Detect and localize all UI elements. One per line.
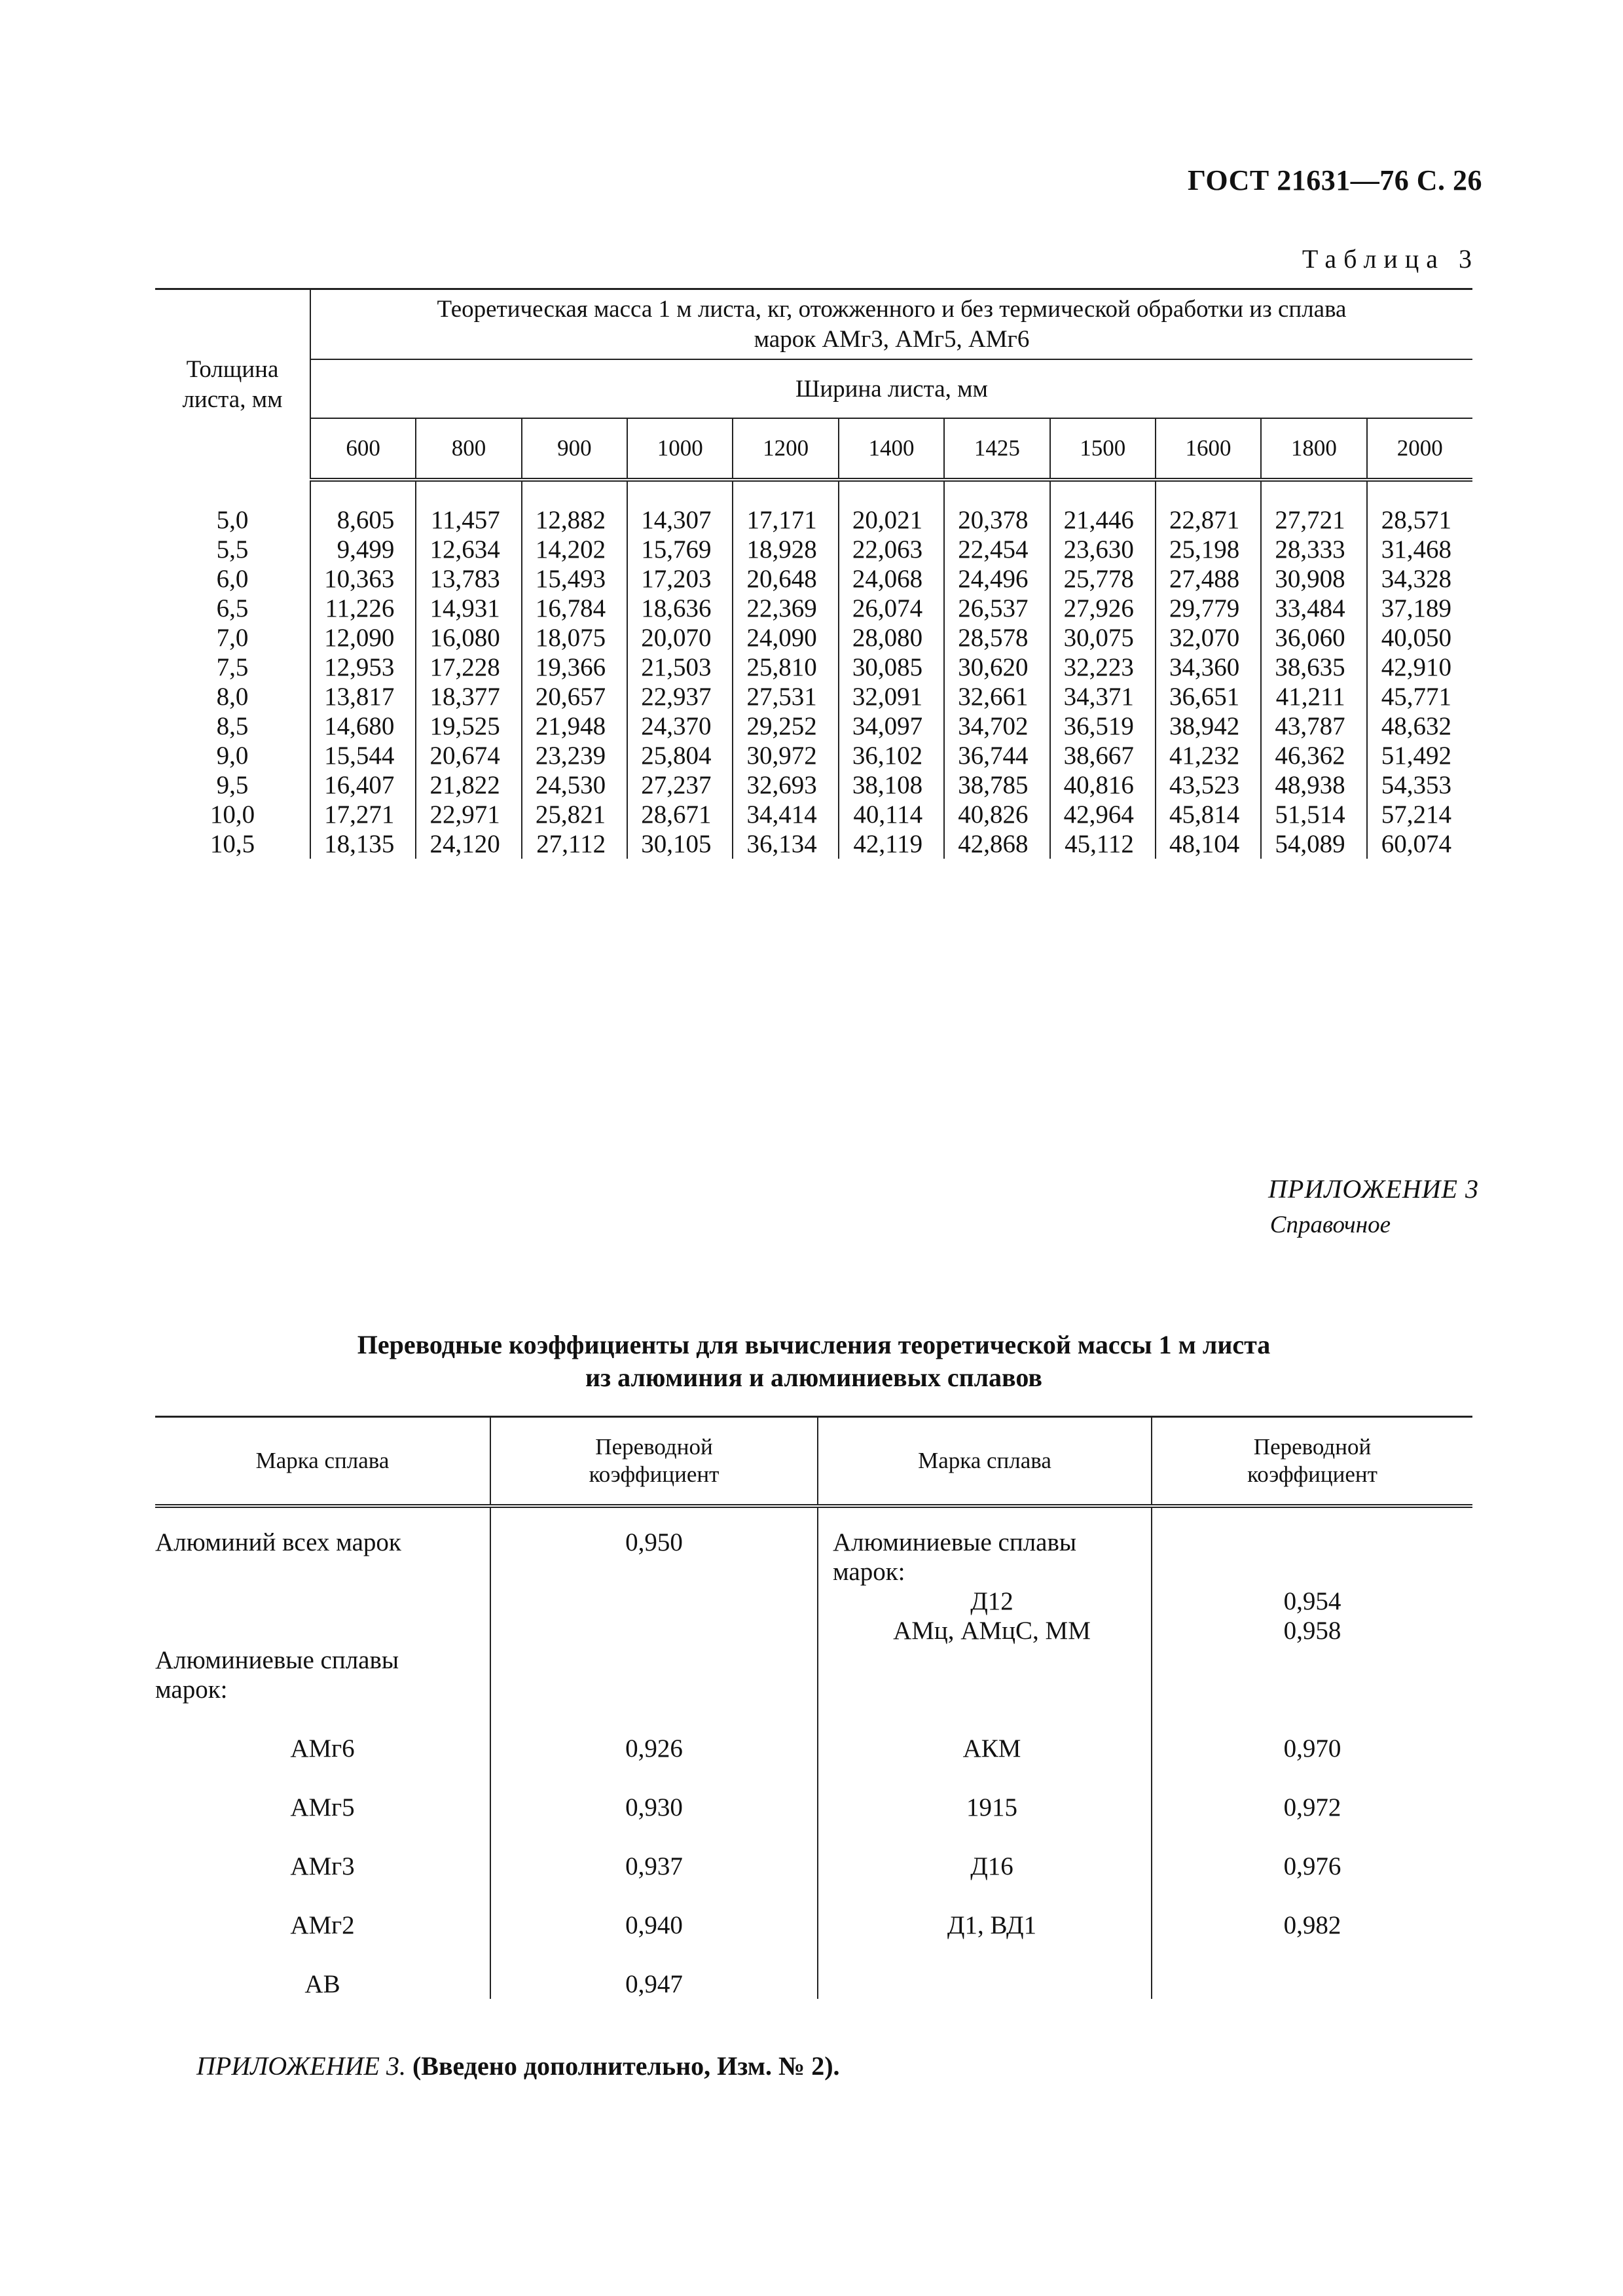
- mass-cell: 41,232: [1156, 741, 1261, 770]
- mass-cell: 23,239: [522, 741, 627, 770]
- mass-cell: 27,531: [733, 682, 838, 711]
- table-row: [155, 682, 1472, 711]
- left-alloys-label-line2: марок:: [155, 1676, 228, 1704]
- mass-cell: 16,080: [416, 623, 521, 653]
- mass-table: [155, 288, 1472, 859]
- mass-cell: 18,135: [310, 829, 416, 859]
- mass-cell: 21,822: [416, 770, 521, 800]
- mass-cell: 15,544: [310, 741, 416, 770]
- mass-cell: 31,468: [1367, 535, 1472, 564]
- mass-cell: 11,457: [416, 505, 521, 535]
- mass-cell: 13,817: [310, 682, 416, 711]
- thickness-header-line2: листа, мм: [182, 386, 283, 413]
- mass-cell: 45,112: [1050, 829, 1156, 859]
- mass-cell: 21,503: [627, 653, 733, 682]
- mass-cell: 26,074: [839, 594, 944, 623]
- coef-header-line1: Переводной: [595, 1434, 713, 1460]
- mass-cell: 17,171: [733, 505, 838, 535]
- mass-cell: 14,931: [416, 594, 521, 623]
- thickness-cell: 10,0: [210, 800, 255, 829]
- right-top-coef-item: 0,954: [1283, 1587, 1341, 1615]
- mass-cell: 27,721: [1261, 505, 1366, 535]
- mass-caption: [310, 289, 1472, 360]
- mass-cell: 22,871: [1156, 505, 1261, 535]
- mass-cell: 27,112: [522, 829, 627, 859]
- mass-cell: 16,784: [522, 594, 627, 623]
- left-grade-item: АМг6: [290, 1734, 355, 1763]
- left-grade-item: АМг3: [290, 1852, 355, 1880]
- mass-cell: 36,744: [944, 741, 1049, 770]
- width-header-cell: 900: [522, 418, 627, 480]
- table-row: [155, 770, 1472, 800]
- right-coef-column: [1152, 1506, 1472, 1999]
- thickness-cell: 7,0: [216, 624, 249, 652]
- mass-cell: 17,228: [416, 653, 521, 682]
- mass-cell: 38,667: [1050, 741, 1156, 770]
- right-coef-item: 0,972: [1283, 1793, 1341, 1821]
- footer-amendment: (Введено дополнительно, Изм. № 2).: [412, 2051, 840, 2081]
- aluminium-all-grades: Алюминий всех марок: [155, 1528, 401, 1556]
- mass-cell: 27,237: [627, 770, 733, 800]
- mass-cell: 45,814: [1156, 800, 1261, 829]
- mass-cell: 9,499: [310, 535, 416, 564]
- width-header-cell: 1425: [944, 418, 1049, 480]
- mass-cell: 20,070: [627, 623, 733, 653]
- mass-cell: 22,937: [627, 682, 733, 711]
- mass-cell: 18,377: [416, 682, 521, 711]
- width-header-cell: 1000: [627, 418, 733, 480]
- mass-cell: 48,938: [1261, 770, 1366, 800]
- mass-cell: 22,971: [416, 800, 521, 829]
- mass-cell: 25,810: [733, 653, 838, 682]
- right-coef-item: 0,982: [1283, 1911, 1341, 1939]
- mass-cell: 17,203: [627, 564, 733, 594]
- mass-cell: 28,571: [1367, 505, 1472, 535]
- mass-cell: 32,661: [944, 682, 1049, 711]
- mass-cell: 11,226: [310, 594, 416, 623]
- mass-cell: 37,189: [1367, 594, 1472, 623]
- coef-header-line2: коэффициент: [589, 1462, 720, 1487]
- thickness-cell: 10,5: [210, 830, 255, 858]
- mass-cell: 24,530: [522, 770, 627, 800]
- mass-cell: 8,605: [310, 505, 416, 535]
- mass-cell: 43,523: [1156, 770, 1261, 800]
- right-top-grade-item: Д12: [970, 1587, 1013, 1615]
- thickness-cell: 8,5: [216, 712, 249, 740]
- mass-cell: 36,102: [839, 741, 944, 770]
- right-grade-item: Д16: [970, 1852, 1013, 1880]
- thickness-cell: 5,0: [216, 506, 249, 534]
- mass-cell: 30,085: [839, 653, 944, 682]
- right-grade-column: [818, 1506, 1152, 1999]
- mass-cell: 24,068: [839, 564, 944, 594]
- thickness-header: [155, 289, 310, 480]
- mass-cell: 24,120: [416, 829, 521, 859]
- mass-cell: 27,488: [1156, 564, 1261, 594]
- mass-cell: 34,360: [1156, 653, 1261, 682]
- mass-cell: 14,680: [310, 711, 416, 741]
- right-coef-item: 0,976: [1283, 1852, 1341, 1880]
- mass-cell: 34,414: [733, 800, 838, 829]
- mass-cell: 42,910: [1367, 653, 1472, 682]
- mass-cell: 28,578: [944, 623, 1049, 653]
- mass-cell: 28,333: [1261, 535, 1366, 564]
- width-caption: Ширина листа, мм: [310, 359, 1472, 418]
- width-header-cell: 1600: [1156, 418, 1261, 480]
- mass-cell: 20,378: [944, 505, 1049, 535]
- mass-cell: 38,785: [944, 770, 1049, 800]
- table-label: Таблица 3: [1302, 244, 1479, 274]
- mass-cell: 36,519: [1050, 711, 1156, 741]
- mass-cell: 32,693: [733, 770, 838, 800]
- mass-cell: 18,928: [733, 535, 838, 564]
- mass-cell: 54,089: [1261, 829, 1366, 859]
- spacer-row: [155, 480, 1472, 505]
- thickness-cell: 7,5: [216, 653, 249, 681]
- mass-cell: 16,407: [310, 770, 416, 800]
- appendix-title: ПРИЛОЖЕНИЕ 3: [1268, 1174, 1479, 1204]
- mass-cell: 48,104: [1156, 829, 1261, 859]
- mass-cell: 24,090: [733, 623, 838, 653]
- coefficients-heading-line2: из алюминия и алюминиевых сплавов: [585, 1363, 1042, 1392]
- coefficients-heading: [155, 1329, 1472, 1394]
- mass-cell: 41,211: [1261, 682, 1366, 711]
- mass-cell: 46,362: [1261, 741, 1366, 770]
- mass-caption-line2: марок АМг3, АМг5, АМг6: [754, 325, 1030, 353]
- mass-cell: 23,630: [1050, 535, 1156, 564]
- mass-cell: 43,787: [1261, 711, 1366, 741]
- mass-cell: 12,953: [310, 653, 416, 682]
- mass-cell: 40,826: [944, 800, 1049, 829]
- right-coef-item: 0,970: [1283, 1734, 1341, 1763]
- left-grade-column: [155, 1506, 490, 1999]
- mass-cell: 32,223: [1050, 653, 1156, 682]
- mass-cell: 30,075: [1050, 623, 1156, 653]
- aluminium-all-coef: 0,950: [625, 1528, 683, 1556]
- mass-cell: 27,926: [1050, 594, 1156, 623]
- mass-cell: 18,636: [627, 594, 733, 623]
- mass-cell: 13,783: [416, 564, 521, 594]
- mass-cell: 29,252: [733, 711, 838, 741]
- mass-cell: 40,114: [839, 800, 944, 829]
- left-coef-item: 0,940: [625, 1911, 683, 1939]
- mass-cell: 40,050: [1367, 623, 1472, 653]
- mass-cell: 21,446: [1050, 505, 1156, 535]
- mass-cell: 19,366: [522, 653, 627, 682]
- table-row: [155, 505, 1472, 535]
- mass-cell: 14,202: [522, 535, 627, 564]
- mass-cell: 38,108: [839, 770, 944, 800]
- left-grade-item: АМг5: [290, 1793, 355, 1821]
- width-header-cell: 1200: [733, 418, 838, 480]
- mass-cell: 54,353: [1367, 770, 1472, 800]
- mass-cell: 28,080: [839, 623, 944, 653]
- mass-cell: 25,821: [522, 800, 627, 829]
- mass-cell: 17,271: [310, 800, 416, 829]
- mass-cell: 57,214: [1367, 800, 1472, 829]
- coefficients-table: [155, 1416, 1472, 1999]
- mass-cell: 24,370: [627, 711, 733, 741]
- appendix-subtitle: Справочное: [1269, 1211, 1391, 1238]
- table-row: [155, 711, 1472, 741]
- table-row: [155, 800, 1472, 829]
- mass-cell: 25,778: [1050, 564, 1156, 594]
- mass-cell: 20,021: [839, 505, 944, 535]
- mass-cell: 30,908: [1261, 564, 1366, 594]
- footer-appendix-ref: ПРИЛОЖЕНИЕ 3.: [196, 2051, 406, 2081]
- mass-cell: 24,496: [944, 564, 1049, 594]
- mass-cell: 36,060: [1261, 623, 1366, 653]
- mass-cell: 34,097: [839, 711, 944, 741]
- right-top-coef-item: 0,958: [1283, 1617, 1341, 1645]
- left-coef-item: 0,937: [625, 1852, 683, 1880]
- mass-cell: 34,328: [1367, 564, 1472, 594]
- mass-cell: 22,369: [733, 594, 838, 623]
- thickness-cell: 9,0: [216, 742, 249, 770]
- thickness-cell: 6,5: [216, 594, 249, 622]
- mass-table-body: [155, 480, 1472, 859]
- mass-cell: 45,771: [1367, 682, 1472, 711]
- mass-cell: 51,514: [1261, 800, 1366, 829]
- mass-cell: 36,134: [733, 829, 838, 859]
- mass-cell: 14,307: [627, 505, 733, 535]
- thickness-cell: 5,5: [216, 535, 249, 564]
- left-grade-item: АМг2: [290, 1911, 355, 1939]
- mass-cell: 12,634: [416, 535, 521, 564]
- mass-cell: 19,525: [416, 711, 521, 741]
- left-alloys-label-line1: Алюминиевые сплавы: [155, 1646, 399, 1674]
- right-top-grade-item: АМц, АМцС, ММ: [893, 1617, 1091, 1645]
- coef-header-right-line1: Переводной: [1253, 1434, 1372, 1460]
- mass-cell: 48,632: [1367, 711, 1472, 741]
- mass-cell: 32,091: [839, 682, 944, 711]
- mass-cell: 30,105: [627, 829, 733, 859]
- mass-cell: 21,948: [522, 711, 627, 741]
- width-header-cell: 1500: [1050, 418, 1156, 480]
- mass-cell: 30,972: [733, 741, 838, 770]
- mass-cell: 60,074: [1367, 829, 1472, 859]
- width-header-row: [155, 418, 1472, 480]
- thickness-header-line1: Толщина: [186, 356, 279, 383]
- mass-cell: 15,493: [522, 564, 627, 594]
- mass-cell: 34,702: [944, 711, 1049, 741]
- mass-cell: 38,942: [1156, 711, 1261, 741]
- mass-cell: 38,635: [1261, 653, 1366, 682]
- mass-cell: 18,075: [522, 623, 627, 653]
- mass-cell: 10,363: [310, 564, 416, 594]
- right-grade-item: Д1, ВД1: [947, 1911, 1037, 1939]
- mass-cell: 25,198: [1156, 535, 1261, 564]
- mass-cell: 20,657: [522, 682, 627, 711]
- right-alloys-label-line1: Алюминиевые сплавы: [833, 1528, 1077, 1556]
- mass-cell: 28,671: [627, 800, 733, 829]
- mass-cell: 32,070: [1156, 623, 1261, 653]
- mass-cell: 36,651: [1156, 682, 1261, 711]
- left-coef-item: 0,947: [625, 1970, 683, 1998]
- mass-cell: 51,492: [1367, 741, 1472, 770]
- table-row: [155, 623, 1472, 653]
- mass-cell: 20,648: [733, 564, 838, 594]
- table-row: [155, 653, 1472, 682]
- mass-cell: 42,119: [839, 829, 944, 859]
- thickness-cell: 8,0: [216, 683, 249, 711]
- left-coef-item: 0,926: [625, 1734, 683, 1763]
- thickness-cell: 6,0: [216, 565, 249, 593]
- table-row: [155, 741, 1472, 770]
- mass-cell: 26,537: [944, 594, 1049, 623]
- mass-caption-line1: Теоретическая масса 1 м листа, кг, отожженного и без термической обработки из сплава: [437, 295, 1347, 323]
- mass-cell: 22,454: [944, 535, 1049, 564]
- table-row: [155, 594, 1472, 623]
- grade-column-header-right: Марка сплава: [818, 1417, 1152, 1507]
- grade-column-header: Марка сплава: [155, 1417, 490, 1507]
- width-header-cell: 800: [416, 418, 521, 480]
- footer-note: [196, 2051, 840, 2081]
- mass-cell: 25,804: [627, 741, 733, 770]
- left-coef-column: [490, 1506, 818, 1999]
- coef-column-header: [490, 1417, 818, 1507]
- left-coef-item: 0,930: [625, 1793, 683, 1821]
- thickness-cell: 9,5: [216, 771, 249, 799]
- mass-cell: 12,882: [522, 505, 627, 535]
- table-row: [155, 564, 1472, 594]
- mass-cell: 42,964: [1050, 800, 1156, 829]
- mass-cell: 33,484: [1261, 594, 1366, 623]
- mass-cell: 42,868: [944, 829, 1049, 859]
- coef-header-right-line2: коэффициент: [1247, 1462, 1377, 1487]
- width-header-cell: 1800: [1261, 418, 1366, 480]
- mass-cell: 15,769: [627, 535, 733, 564]
- document-header: ГОСТ 21631—76 С. 26: [1187, 164, 1482, 196]
- mass-cell: 12,090: [310, 623, 416, 653]
- width-header-cell: 2000: [1367, 418, 1472, 480]
- mass-cell: 30,620: [944, 653, 1049, 682]
- mass-cell: 29,779: [1156, 594, 1261, 623]
- mass-cell: 34,371: [1050, 682, 1156, 711]
- right-grade-item: АКМ: [962, 1734, 1021, 1763]
- table-row: [155, 829, 1472, 859]
- left-grade-item: АВ: [304, 1970, 340, 1998]
- right-grade-item: 1915: [966, 1793, 1017, 1821]
- coefficients-heading-line1: Переводные коэффициенты для вычисления теоретической массы 1 м листа: [357, 1330, 1271, 1359]
- mass-cell: 40,816: [1050, 770, 1156, 800]
- mass-cell: 20,674: [416, 741, 521, 770]
- width-header-cell: 600: [310, 418, 416, 480]
- mass-cell: 22,063: [839, 535, 944, 564]
- right-alloys-label-line2: марок:: [833, 1558, 905, 1586]
- width-header-cell: 1400: [839, 418, 944, 480]
- coef-column-header-right: [1152, 1417, 1472, 1507]
- table-row: [155, 535, 1472, 564]
